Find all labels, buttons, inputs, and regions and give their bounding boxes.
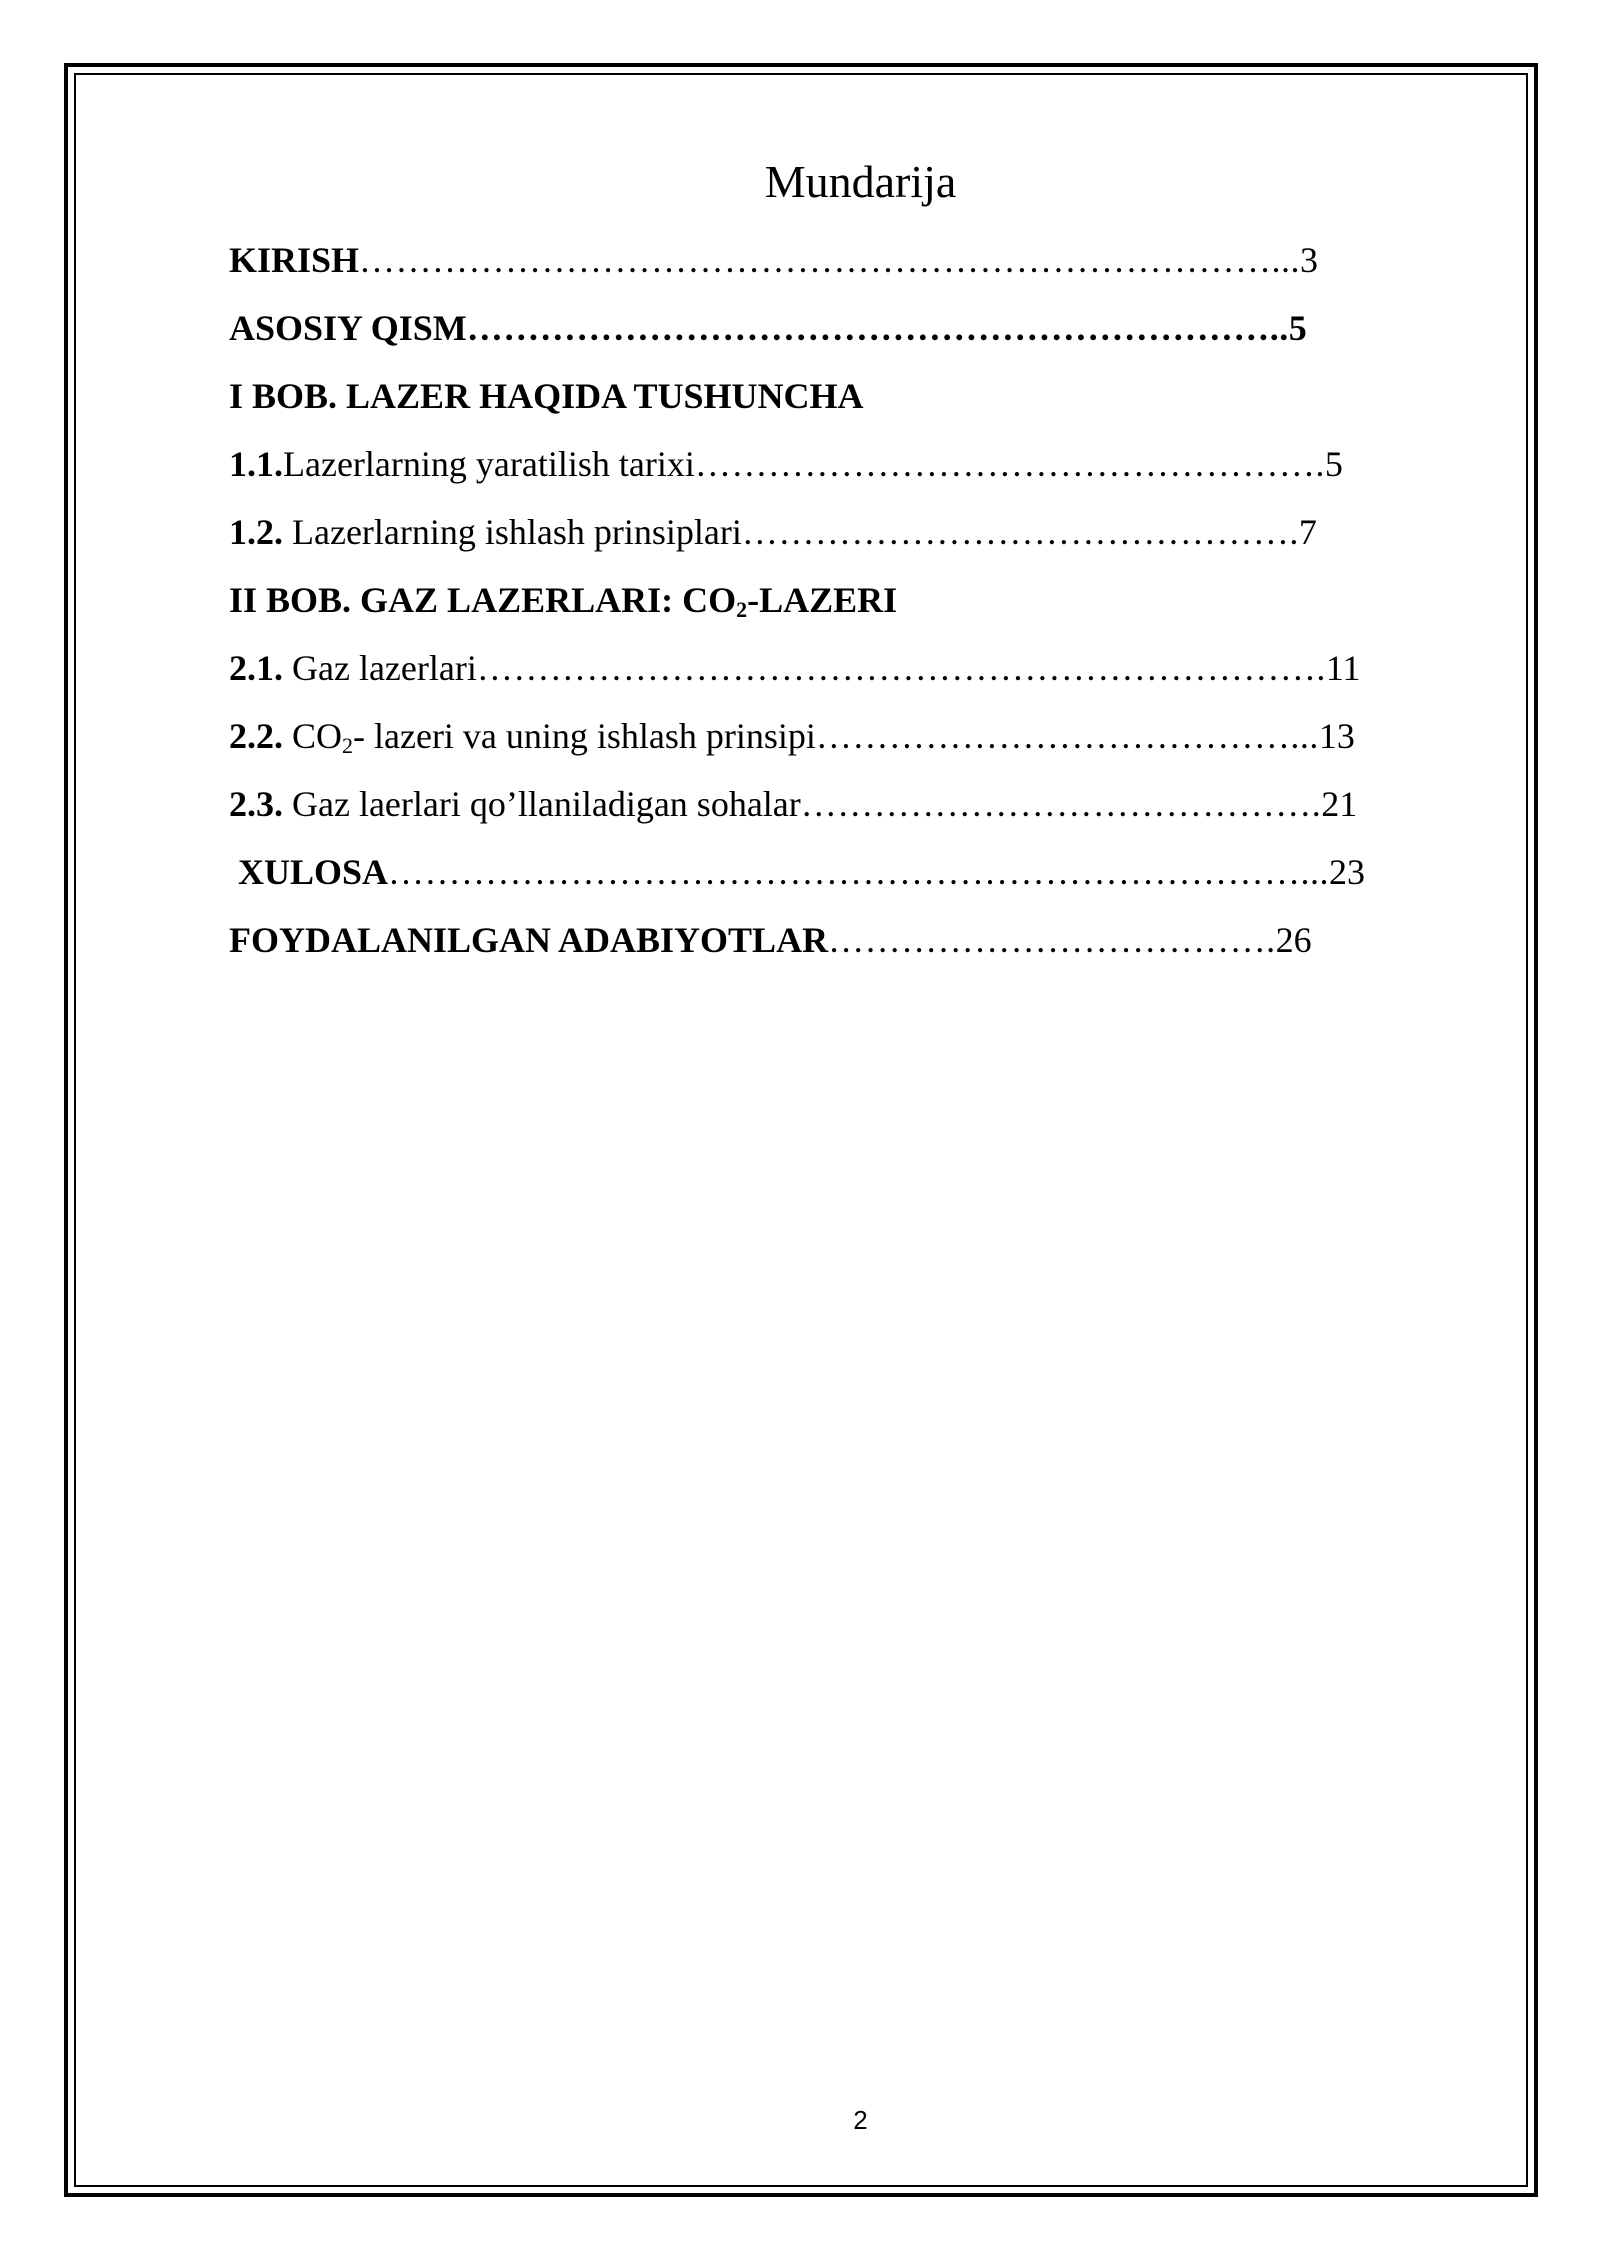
toc-entry-2-2[interactable] bbox=[229, 702, 1409, 770]
toc-entry-number: 2.1. bbox=[229, 648, 283, 688]
toc-entry-leader: …………………………………………………………………... bbox=[359, 240, 1301, 280]
toc-title: Mundarija bbox=[764, 156, 957, 207]
toc-entry-label-start: II BOB. GAZ LAZERLARI: CO bbox=[229, 580, 737, 620]
toc-entry-label: Gaz lazerlari bbox=[283, 648, 477, 688]
table-of-contents bbox=[229, 226, 1409, 974]
toc-entry-label-end: - lazeri va uning ishlash prinsipi bbox=[353, 716, 816, 756]
toc-entry-page: 26 bbox=[1275, 920, 1312, 960]
page-number: 2 bbox=[853, 2105, 868, 2135]
toc-chapter-1-heading[interactable] bbox=[229, 362, 1409, 430]
toc-entry-leader: ……………………………………. bbox=[800, 784, 1322, 824]
toc-entry-page: 11 bbox=[1325, 648, 1361, 688]
toc-entry-page: 23 bbox=[1329, 852, 1366, 892]
toc-entry-number: 1.1. bbox=[229, 444, 283, 484]
toc-entry-leader: ……………………………………………………………. bbox=[476, 648, 1326, 688]
subscript: 2 bbox=[736, 597, 748, 622]
toc-entry-label: ASOSIY QISM bbox=[229, 308, 467, 348]
subscript: 2 bbox=[342, 733, 354, 758]
toc-entry-foydalanilgan-adabiyotlar[interactable] bbox=[229, 906, 1409, 974]
toc-entry-label: Lazerlarning yaratilish tarixi bbox=[283, 444, 695, 484]
toc-entry-number: 2.2. bbox=[229, 716, 283, 756]
toc-entry-label: Lazerlarning ishlash prinsiplari bbox=[283, 512, 742, 552]
toc-entry-number: 1.2. bbox=[229, 512, 283, 552]
toc-entry-xulosa[interactable] bbox=[229, 838, 1409, 906]
toc-entry-label: FOYDALANILGAN ADABIYOTLAR bbox=[229, 920, 829, 960]
toc-entry-2-3[interactable] bbox=[229, 770, 1409, 838]
toc-entry-number: 2.3. bbox=[229, 784, 283, 824]
toc-entry-page: 5 bbox=[1324, 444, 1343, 484]
toc-entry-page: 7 bbox=[1298, 512, 1317, 552]
toc-entry-label: KIRISH bbox=[229, 240, 360, 280]
toc-entry-1-1[interactable] bbox=[229, 430, 1409, 498]
toc-entry-label: I BOB. LAZER HAQIDA TUSHUNCHA bbox=[229, 376, 864, 416]
toc-entry-leader: ……………………………………………. bbox=[694, 444, 1325, 484]
toc-entry-leader: ………………………………………. bbox=[741, 512, 1299, 552]
toc-entry-label-end: -LAZERI bbox=[747, 580, 898, 620]
toc-entry-label: Gaz laerlari qo’llaniladigan sohalar bbox=[283, 784, 801, 824]
toc-entry-leader: ………………………………. bbox=[828, 920, 1276, 960]
toc-entry-leader: …………………………………... bbox=[815, 716, 1319, 756]
toc-chapter-2-heading[interactable] bbox=[229, 566, 1409, 634]
toc-entry-leader: ………………………………………………………….. bbox=[466, 308, 1289, 348]
toc-entry-label-start: CO bbox=[283, 716, 343, 756]
toc-entry-page: 21 bbox=[1321, 784, 1358, 824]
toc-entry-asosiy-qism[interactable] bbox=[229, 294, 1409, 362]
toc-entry-page: 5 bbox=[1288, 308, 1307, 348]
toc-entry-2-1[interactable] bbox=[229, 634, 1409, 702]
toc-entry-1-2[interactable] bbox=[229, 498, 1409, 566]
toc-entry-page: 13 bbox=[1318, 716, 1355, 756]
toc-entry-leader: …………………………………………………………………... bbox=[388, 852, 1330, 892]
toc-entry-kirish[interactable] bbox=[229, 226, 1409, 294]
toc-entry-label: XULOSA bbox=[229, 852, 389, 892]
toc-entry-page: 3 bbox=[1300, 240, 1319, 280]
